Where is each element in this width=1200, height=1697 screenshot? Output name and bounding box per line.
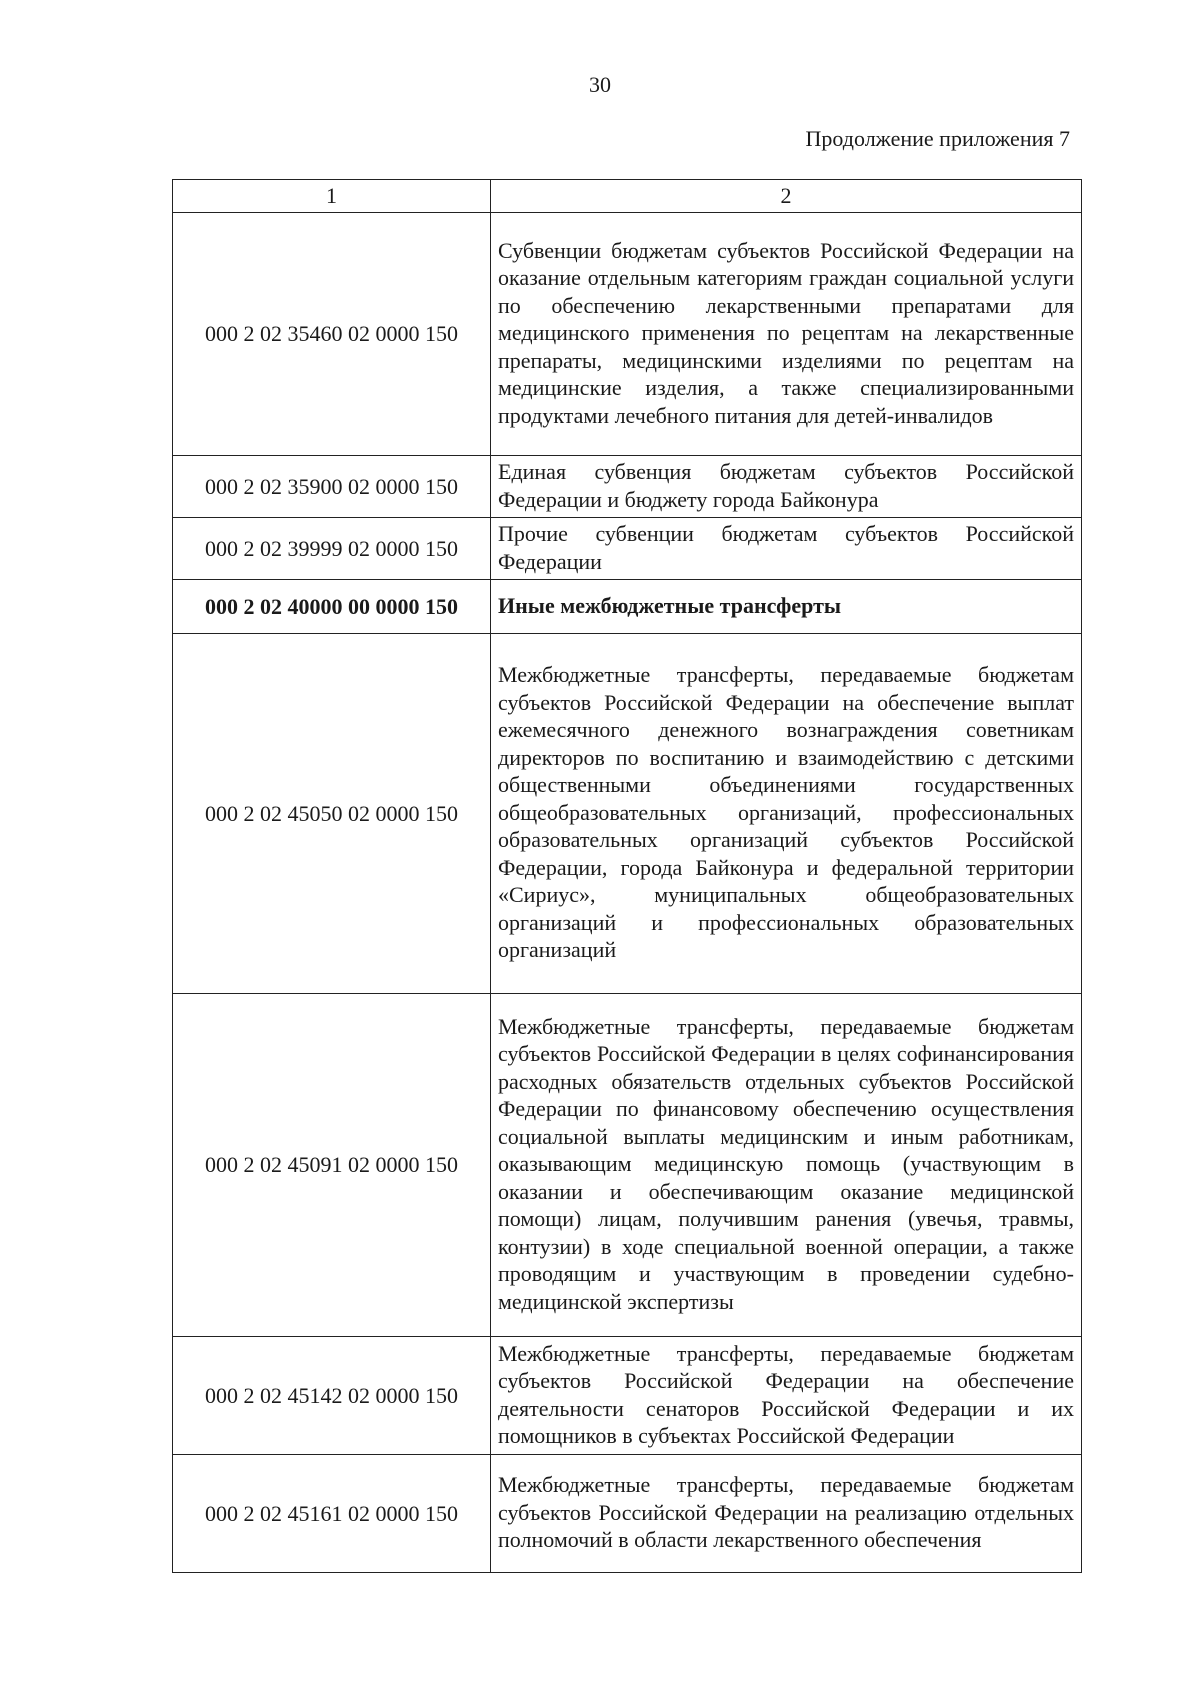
budget-description: Межбюджетные трансферты, передаваемые бюджетам субъектов Российской Федерации на обеспечение выплат ежемесячного денежного вознаграждения советникам директоров по воспитанию и взаимодействию с детскими общественными объединениями государственных общеобразовательных организаций, профессиональных образовательных организаций субъектов Российской Федерации, города Байконура и федеральной территории «Сириус», муниципальных общеобразовательных организаций и профессиональных образовательных организаций (491, 634, 1082, 994)
table-row (173, 1455, 1082, 1573)
table-row-section (173, 580, 1082, 634)
table-row (173, 213, 1082, 456)
table-row (173, 518, 1082, 580)
budget-description: Прочие субвенции бюджетам субъектов Российской Федерации (491, 518, 1082, 580)
table-header-row (173, 180, 1082, 213)
budget-code: 000 2 02 39999 02 0000 150 (173, 518, 491, 580)
table-row (173, 456, 1082, 518)
budget-code: 000 2 02 40000 00 0000 150 (173, 580, 491, 634)
budget-description: Межбюджетные трансферты, передаваемые бюджетам субъектов Российской Федерации на обеспечение деятельности сенаторов Российской Федерации и их помощников в субъектах Российской Федерации (491, 1337, 1082, 1455)
budget-code: 000 2 02 45142 02 0000 150 (173, 1337, 491, 1455)
budget-code: 000 2 02 35460 02 0000 150 (173, 213, 491, 456)
budget-code: 000 2 02 35900 02 0000 150 (173, 456, 491, 518)
page-number: 30 (589, 72, 611, 97)
budget-description: Единая субвенция бюджетам субъектов Российской Федерации и бюджету города Байконура (491, 456, 1082, 518)
budget-description: Межбюджетные трансферты, передаваемые бюджетам субъектов Российской Федерации на реализацию отдельных полномочий в области лекарственного обеспечения (491, 1455, 1082, 1573)
table-row (173, 994, 1082, 1337)
budget-code: 000 2 02 45050 02 0000 150 (173, 634, 491, 994)
budget-code: 000 2 02 45161 02 0000 150 (173, 1455, 491, 1573)
table-row (173, 634, 1082, 994)
column-header-description: 2 (491, 180, 1082, 213)
appendix-continuation-note: Продолжение приложения 7 (805, 126, 1070, 151)
table-row (173, 1337, 1082, 1455)
column-header-code: 1 (173, 180, 491, 213)
budget-codes-table (172, 179, 1082, 1573)
budget-description: Иные межбюджетные трансферты (491, 580, 1082, 634)
budget-description: Субвенции бюджетам субъектов Российской Федерации на оказание отдельным категориям граждан социальной услуги по обеспечению лекарственными препаратами для медицинского применения по рецептам на лекарственные препараты, медицинскими изделиями по рецептам на медицинские изделия, а также специализированными продуктами лечебного питания для детей-инвалидов (491, 213, 1082, 456)
budget-code: 000 2 02 45091 02 0000 150 (173, 994, 491, 1337)
budget-description: Межбюджетные трансферты, передаваемые бюджетам субъектов Российской Федерации в целях софинансирования расходных обязательств отдельных субъектов Российской Федерации по финансовому обеспечению осуществления социальной выплаты медицинским и иным работникам, оказывающим медицинскую помощь (участвующим в оказании и обеспечивающим оказание медицинской помощи) лицам, получившим ранения (увечья, травмы, контузии) в ходе специальной военной операции, а также проводящим и участвующим в проведении судебно-медицинской экспертизы (491, 994, 1082, 1337)
